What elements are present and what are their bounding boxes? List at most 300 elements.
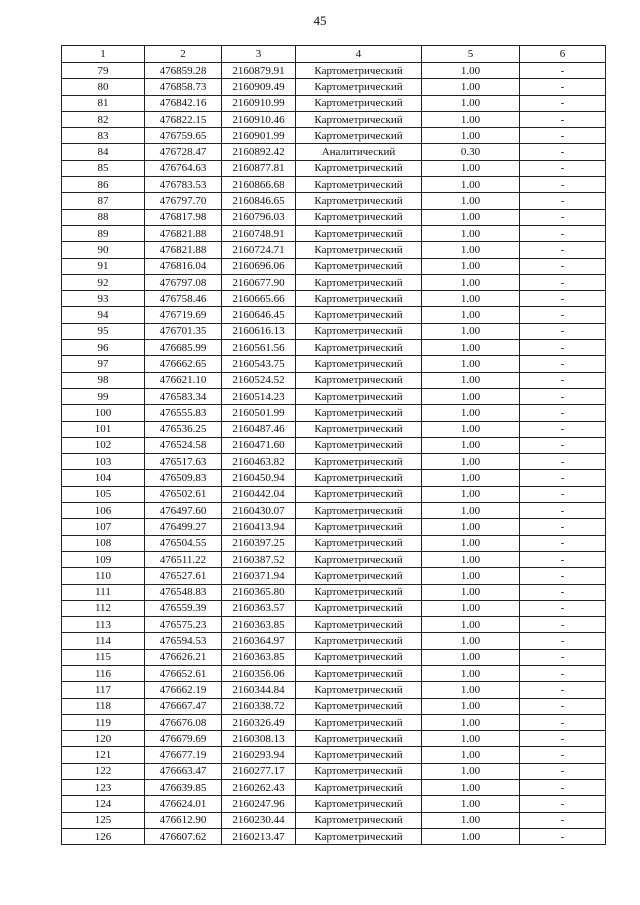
table-row: [62, 291, 606, 307]
cell-y-coordinate: 2160514.23: [222, 388, 296, 404]
table-row: [62, 535, 606, 551]
table-row: [62, 747, 606, 763]
cell-accuracy: 1.00: [422, 63, 520, 79]
cell-note: -: [520, 568, 606, 584]
table-row: [62, 160, 606, 176]
cell-x-coordinate: 476524.58: [145, 437, 222, 453]
table-row: [62, 372, 606, 388]
cell-method: Картометрический: [296, 454, 422, 470]
cell-point-number: 125: [62, 812, 145, 828]
table-row: [62, 128, 606, 144]
cell-x-coordinate: 476758.46: [145, 291, 222, 307]
cell-note: -: [520, 649, 606, 665]
cell-note: -: [520, 160, 606, 176]
cell-x-coordinate: 476575.23: [145, 617, 222, 633]
cell-y-coordinate: 2160344.84: [222, 682, 296, 698]
cell-accuracy: 1.00: [422, 812, 520, 828]
cell-x-coordinate: 476536.25: [145, 421, 222, 437]
cell-point-number: 106: [62, 503, 145, 519]
column-header-1: 1: [62, 46, 145, 63]
cell-x-coordinate: 476858.73: [145, 79, 222, 95]
cell-x-coordinate: 476679.69: [145, 731, 222, 747]
cell-note: -: [520, 242, 606, 258]
cell-note: -: [520, 584, 606, 600]
cell-point-number: 104: [62, 470, 145, 486]
table-row: [62, 617, 606, 633]
cell-accuracy: 1.00: [422, 535, 520, 551]
table-row: [62, 454, 606, 470]
cell-method: Картометрический: [296, 405, 422, 421]
cell-note: -: [520, 177, 606, 193]
cell-y-coordinate: 2160338.72: [222, 698, 296, 714]
cell-point-number: 114: [62, 633, 145, 649]
table-row: [62, 193, 606, 209]
cell-x-coordinate: 476859.28: [145, 63, 222, 79]
cell-y-coordinate: 2160561.56: [222, 340, 296, 356]
cell-method: Картометрический: [296, 551, 422, 567]
cell-x-coordinate: 476497.60: [145, 503, 222, 519]
cell-method: Картометрический: [296, 111, 422, 127]
cell-x-coordinate: 476499.27: [145, 519, 222, 535]
cell-point-number: 123: [62, 780, 145, 796]
cell-point-number: 119: [62, 714, 145, 730]
cell-accuracy: 1.00: [422, 340, 520, 356]
cell-x-coordinate: 476797.70: [145, 193, 222, 209]
table-row: [62, 437, 606, 453]
cell-method: Картометрический: [296, 372, 422, 388]
cell-y-coordinate: 2160892.42: [222, 144, 296, 160]
cell-accuracy: 1.00: [422, 79, 520, 95]
cell-y-coordinate: 2160308.13: [222, 731, 296, 747]
cell-accuracy: 1.00: [422, 405, 520, 421]
cell-point-number: 80: [62, 79, 145, 95]
cell-point-number: 105: [62, 486, 145, 502]
cell-method: Картометрический: [296, 421, 422, 437]
table-row: [62, 405, 606, 421]
cell-point-number: 126: [62, 828, 145, 844]
cell-note: -: [520, 600, 606, 616]
cell-method: Картометрический: [296, 486, 422, 502]
cell-accuracy: 1.00: [422, 714, 520, 730]
cell-method: Картометрический: [296, 682, 422, 698]
cell-y-coordinate: 2160356.06: [222, 665, 296, 681]
cell-method: Картометрический: [296, 258, 422, 274]
cell-method: Картометрический: [296, 225, 422, 241]
cell-note: -: [520, 617, 606, 633]
cell-x-coordinate: 476677.19: [145, 747, 222, 763]
cell-method: Картометрический: [296, 731, 422, 747]
coordinates-table: [61, 45, 606, 845]
table-row: [62, 763, 606, 779]
cell-accuracy: 1.00: [422, 747, 520, 763]
cell-note: -: [520, 763, 606, 779]
cell-point-number: 124: [62, 796, 145, 812]
cell-x-coordinate: 476816.04: [145, 258, 222, 274]
cell-accuracy: 1.00: [422, 291, 520, 307]
cell-point-number: 98: [62, 372, 145, 388]
cell-note: -: [520, 340, 606, 356]
cell-method: Картометрический: [296, 796, 422, 812]
cell-accuracy: 1.00: [422, 486, 520, 502]
table-row: [62, 714, 606, 730]
cell-y-coordinate: 2160877.81: [222, 160, 296, 176]
table-row: [62, 682, 606, 698]
table-row: [62, 812, 606, 828]
cell-x-coordinate: 476504.55: [145, 535, 222, 551]
cell-point-number: 86: [62, 177, 145, 193]
cell-point-number: 109: [62, 551, 145, 567]
cell-note: -: [520, 356, 606, 372]
cell-note: -: [520, 372, 606, 388]
cell-note: -: [520, 698, 606, 714]
table-row: [62, 258, 606, 274]
cell-note: -: [520, 780, 606, 796]
table-row: [62, 323, 606, 339]
table-row: [62, 340, 606, 356]
cell-method: Аналитический: [296, 144, 422, 160]
cell-accuracy: 1.00: [422, 780, 520, 796]
cell-accuracy: 1.00: [422, 600, 520, 616]
cell-y-coordinate: 2160616.13: [222, 323, 296, 339]
cell-accuracy: 1.00: [422, 209, 520, 225]
cell-note: -: [520, 796, 606, 812]
cell-y-coordinate: 2160677.90: [222, 274, 296, 290]
cell-note: -: [520, 111, 606, 127]
table-row: [62, 796, 606, 812]
cell-x-coordinate: 476502.61: [145, 486, 222, 502]
cell-note: -: [520, 307, 606, 323]
cell-method: Картометрический: [296, 747, 422, 763]
cell-method: Картометрический: [296, 600, 422, 616]
cell-y-coordinate: 2160910.99: [222, 95, 296, 111]
cell-accuracy: 1.00: [422, 225, 520, 241]
cell-point-number: 107: [62, 519, 145, 535]
cell-accuracy: 1.00: [422, 796, 520, 812]
cell-y-coordinate: 2160696.06: [222, 258, 296, 274]
cell-point-number: 91: [62, 258, 145, 274]
cell-method: Картометрический: [296, 763, 422, 779]
cell-x-coordinate: 476607.62: [145, 828, 222, 844]
cell-y-coordinate: 2160363.85: [222, 617, 296, 633]
cell-method: Картометрический: [296, 633, 422, 649]
cell-accuracy: 1.00: [422, 421, 520, 437]
cell-point-number: 111: [62, 584, 145, 600]
cell-y-coordinate: 2160901.99: [222, 128, 296, 144]
cell-method: Картометрический: [296, 503, 422, 519]
cell-method: Картометрический: [296, 177, 422, 193]
table-row: [62, 568, 606, 584]
cell-method: Картометрический: [296, 617, 422, 633]
cell-accuracy: 1.00: [422, 95, 520, 111]
cell-method: Картометрический: [296, 323, 422, 339]
cell-y-coordinate: 2160796.03: [222, 209, 296, 225]
cell-method: Картометрический: [296, 63, 422, 79]
cell-point-number: 97: [62, 356, 145, 372]
cell-point-number: 90: [62, 242, 145, 258]
cell-method: Картометрический: [296, 698, 422, 714]
cell-y-coordinate: 2160364.97: [222, 633, 296, 649]
table-row: [62, 600, 606, 616]
cell-point-number: 93: [62, 291, 145, 307]
cell-x-coordinate: 476509.83: [145, 470, 222, 486]
cell-point-number: 95: [62, 323, 145, 339]
cell-accuracy: 1.00: [422, 388, 520, 404]
cell-accuracy: 1.00: [422, 193, 520, 209]
cell-point-number: 112: [62, 600, 145, 616]
cell-note: -: [520, 225, 606, 241]
cell-accuracy: 1.00: [422, 828, 520, 844]
cell-accuracy: 1.00: [422, 551, 520, 567]
cell-note: -: [520, 665, 606, 681]
table-row: [62, 111, 606, 127]
table-row: [62, 225, 606, 241]
cell-accuracy: 1.00: [422, 568, 520, 584]
cell-x-coordinate: 476662.19: [145, 682, 222, 698]
cell-x-coordinate: 476821.88: [145, 225, 222, 241]
cell-y-coordinate: 2160866.68: [222, 177, 296, 193]
cell-y-coordinate: 2160487.46: [222, 421, 296, 437]
cell-note: -: [520, 291, 606, 307]
table-row: [62, 486, 606, 502]
cell-method: Картометрический: [296, 568, 422, 584]
cell-accuracy: 1.00: [422, 160, 520, 176]
cell-x-coordinate: 476676.08: [145, 714, 222, 730]
table-row: [62, 63, 606, 79]
cell-note: -: [520, 535, 606, 551]
cell-x-coordinate: 476652.61: [145, 665, 222, 681]
cell-method: Картометрический: [296, 388, 422, 404]
table-body: [62, 63, 606, 845]
cell-point-number: 115: [62, 649, 145, 665]
cell-accuracy: 1.00: [422, 763, 520, 779]
cell-note: -: [520, 209, 606, 225]
cell-method: Картометрический: [296, 714, 422, 730]
cell-point-number: 99: [62, 388, 145, 404]
table-row: [62, 649, 606, 665]
cell-note: -: [520, 731, 606, 747]
table-row: [62, 780, 606, 796]
cell-method: Картометрический: [296, 437, 422, 453]
table-row: [62, 144, 606, 160]
cell-method: Картометрический: [296, 356, 422, 372]
column-header-5: 5: [422, 46, 520, 63]
cell-note: -: [520, 258, 606, 274]
cell-method: Картометрический: [296, 274, 422, 290]
table-row: [62, 665, 606, 681]
cell-point-number: 89: [62, 225, 145, 241]
cell-point-number: 102: [62, 437, 145, 453]
cell-accuracy: 0.30: [422, 144, 520, 160]
cell-point-number: 118: [62, 698, 145, 714]
cell-y-coordinate: 2160213.47: [222, 828, 296, 844]
column-header-3: 3: [222, 46, 296, 63]
cell-note: -: [520, 551, 606, 567]
cell-y-coordinate: 2160909.49: [222, 79, 296, 95]
table-row: [62, 95, 606, 111]
cell-point-number: 108: [62, 535, 145, 551]
cell-accuracy: 1.00: [422, 731, 520, 747]
cell-y-coordinate: 2160724.71: [222, 242, 296, 258]
cell-note: -: [520, 812, 606, 828]
cell-accuracy: 1.00: [422, 633, 520, 649]
cell-accuracy: 1.00: [422, 242, 520, 258]
cell-method: Картометрический: [296, 193, 422, 209]
cell-point-number: 79: [62, 63, 145, 79]
cell-note: -: [520, 747, 606, 763]
cell-accuracy: 1.00: [422, 307, 520, 323]
cell-accuracy: 1.00: [422, 649, 520, 665]
cell-y-coordinate: 2160230.44: [222, 812, 296, 828]
cell-accuracy: 1.00: [422, 617, 520, 633]
cell-method: Картометрический: [296, 160, 422, 176]
cell-accuracy: 1.00: [422, 682, 520, 698]
cell-method: Картометрический: [296, 535, 422, 551]
cell-note: -: [520, 79, 606, 95]
cell-note: -: [520, 128, 606, 144]
cell-y-coordinate: 2160371.94: [222, 568, 296, 584]
cell-y-coordinate: 2160387.52: [222, 551, 296, 567]
table-row: [62, 388, 606, 404]
cell-note: -: [520, 95, 606, 111]
cell-accuracy: 1.00: [422, 519, 520, 535]
cell-point-number: 100: [62, 405, 145, 421]
cell-note: -: [520, 454, 606, 470]
cell-x-coordinate: 476624.01: [145, 796, 222, 812]
cell-x-coordinate: 476555.83: [145, 405, 222, 421]
header-row: [62, 46, 606, 63]
cell-x-coordinate: 476764.63: [145, 160, 222, 176]
table-row: [62, 633, 606, 649]
cell-note: -: [520, 682, 606, 698]
cell-x-coordinate: 476719.69: [145, 307, 222, 323]
table-row: [62, 177, 606, 193]
cell-x-coordinate: 476821.88: [145, 242, 222, 258]
cell-note: -: [520, 828, 606, 844]
column-header-4: 4: [296, 46, 422, 63]
cell-method: Картометрический: [296, 665, 422, 681]
cell-method: Картометрический: [296, 812, 422, 828]
cell-y-coordinate: 2160413.94: [222, 519, 296, 535]
cell-x-coordinate: 476626.21: [145, 649, 222, 665]
cell-note: -: [520, 421, 606, 437]
cell-point-number: 113: [62, 617, 145, 633]
cell-y-coordinate: 2160646.45: [222, 307, 296, 323]
cell-point-number: 116: [62, 665, 145, 681]
cell-accuracy: 1.00: [422, 111, 520, 127]
cell-accuracy: 1.00: [422, 372, 520, 388]
cell-x-coordinate: 476548.83: [145, 584, 222, 600]
cell-method: Картометрический: [296, 242, 422, 258]
cell-y-coordinate: 2160293.94: [222, 747, 296, 763]
cell-note: -: [520, 405, 606, 421]
cell-y-coordinate: 2160471.60: [222, 437, 296, 453]
cell-point-number: 83: [62, 128, 145, 144]
cell-y-coordinate: 2160543.75: [222, 356, 296, 372]
cell-x-coordinate: 476527.61: [145, 568, 222, 584]
cell-note: -: [520, 633, 606, 649]
table-header: [62, 46, 606, 63]
cell-point-number: 88: [62, 209, 145, 225]
cell-accuracy: 1.00: [422, 323, 520, 339]
cell-x-coordinate: 476685.99: [145, 340, 222, 356]
cell-y-coordinate: 2160363.57: [222, 600, 296, 616]
cell-note: -: [520, 503, 606, 519]
cell-accuracy: 1.00: [422, 584, 520, 600]
cell-accuracy: 1.00: [422, 258, 520, 274]
cell-accuracy: 1.00: [422, 128, 520, 144]
cell-method: Картометрический: [296, 128, 422, 144]
cell-x-coordinate: 476842.16: [145, 95, 222, 111]
cell-x-coordinate: 476612.90: [145, 812, 222, 828]
column-header-6: 6: [520, 46, 606, 63]
cell-point-number: 82: [62, 111, 145, 127]
cell-point-number: 122: [62, 763, 145, 779]
cell-y-coordinate: 2160463.82: [222, 454, 296, 470]
cell-x-coordinate: 476783.53: [145, 177, 222, 193]
cell-method: Картометрический: [296, 584, 422, 600]
cell-x-coordinate: 476583.34: [145, 388, 222, 404]
cell-y-coordinate: 2160442.04: [222, 486, 296, 502]
cell-y-coordinate: 2160277.17: [222, 763, 296, 779]
cell-method: Картометрический: [296, 828, 422, 844]
cell-note: -: [520, 519, 606, 535]
cell-method: Картометрический: [296, 340, 422, 356]
cell-point-number: 84: [62, 144, 145, 160]
table-row: [62, 828, 606, 844]
cell-accuracy: 1.00: [422, 470, 520, 486]
table-row: [62, 470, 606, 486]
cell-x-coordinate: 476822.15: [145, 111, 222, 127]
cell-point-number: 110: [62, 568, 145, 584]
cell-x-coordinate: 476663.47: [145, 763, 222, 779]
cell-y-coordinate: 2160326.49: [222, 714, 296, 730]
cell-method: Картометрический: [296, 519, 422, 535]
table-row: [62, 242, 606, 258]
cell-note: -: [520, 470, 606, 486]
table-row: [62, 698, 606, 714]
cell-note: -: [520, 274, 606, 290]
table-row: [62, 519, 606, 535]
table-row: [62, 307, 606, 323]
cell-method: Картометрический: [296, 79, 422, 95]
cell-y-coordinate: 2160910.46: [222, 111, 296, 127]
cell-method: Картометрический: [296, 307, 422, 323]
cell-note: -: [520, 486, 606, 502]
page-number: 45: [313, 13, 327, 28]
cell-point-number: 85: [62, 160, 145, 176]
table-row: [62, 731, 606, 747]
cell-x-coordinate: 476511.22: [145, 551, 222, 567]
cell-method: Картометрический: [296, 780, 422, 796]
cell-x-coordinate: 476594.53: [145, 633, 222, 649]
cell-accuracy: 1.00: [422, 454, 520, 470]
table-row: [62, 209, 606, 225]
cell-y-coordinate: 2160262.43: [222, 780, 296, 796]
table-row: [62, 356, 606, 372]
cell-x-coordinate: 476728.47: [145, 144, 222, 160]
cell-method: Картометрический: [296, 470, 422, 486]
table-row: [62, 79, 606, 95]
table-row: [62, 503, 606, 519]
cell-point-number: 120: [62, 731, 145, 747]
cell-x-coordinate: 476639.85: [145, 780, 222, 796]
cell-accuracy: 1.00: [422, 356, 520, 372]
cell-y-coordinate: 2160365.80: [222, 584, 296, 600]
cell-point-number: 121: [62, 747, 145, 763]
cell-note: -: [520, 714, 606, 730]
cell-x-coordinate: 476667.47: [145, 698, 222, 714]
table-row: [62, 584, 606, 600]
